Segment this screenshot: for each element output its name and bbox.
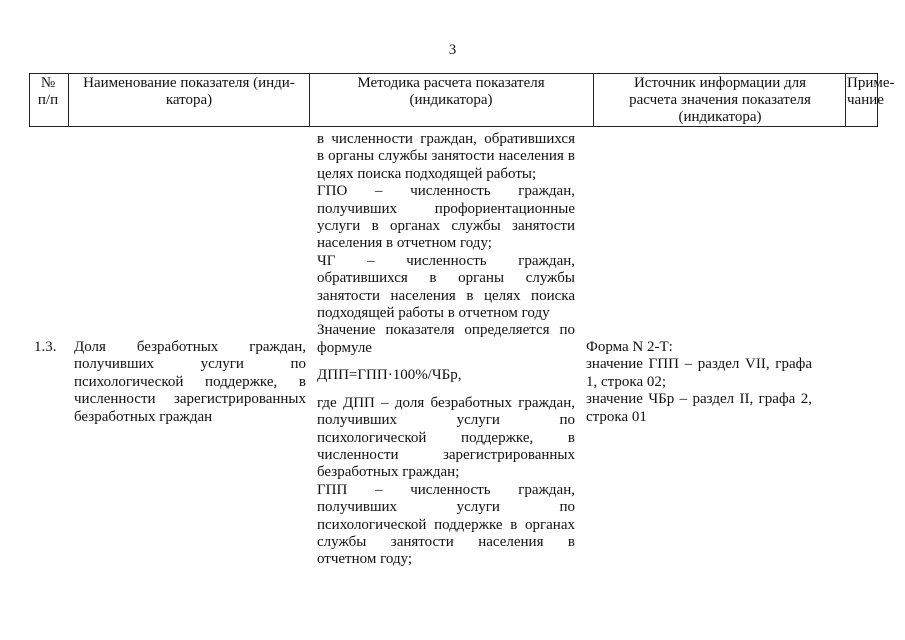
- continuation-text: в численности граждан, обратившихся в органы службы занятости населения в целях поиска подходящей работы;: [317, 131, 575, 182]
- header-top-rule: [29, 73, 878, 74]
- source-gpp: значение ГПП – раздел VII, графа 1, строка 02;: [586, 356, 812, 390]
- header-divider-1: [68, 73, 69, 127]
- page-number: 3: [448, 42, 457, 58]
- header-indicator-name: Наименование показателя (инди- катора): [83, 75, 295, 108]
- method-intro: Значение показателя определяется по формуле: [317, 322, 575, 356]
- definition-gpp: ГПП – численность граждан, получивших услуги по психологической поддержке в органах службы занятости населения в отчетном году;: [317, 481, 575, 568]
- source-chbr: значение ЧБр – раздел II, графа 2, строка 01: [586, 391, 812, 425]
- header-divider-4: [845, 73, 846, 127]
- header-number: № п/п: [37, 75, 59, 108]
- method-column: [317, 131, 575, 569]
- source-column: [586, 339, 812, 426]
- formula: ДПП=ГПП·100%/ЧБр,: [317, 367, 462, 384]
- source-form: Форма N 2-Т:: [586, 339, 673, 355]
- header-divider-3: [593, 73, 594, 127]
- definition-gpo: ГПО – численность граждан, получивших профориентационные услуги в органах службы занятости населения в отчетном году;: [317, 183, 575, 252]
- header-information-source: Источник информации для расчета значения показателя (индикатора): [629, 75, 811, 125]
- row-number: 1.3.: [34, 339, 57, 355]
- header-calculation-method: Методика расчета показателя (индикатора): [357, 75, 545, 108]
- indicator-name: Доля безработных граждан, получивших услуги по психологической поддержке, в численности зарегистрированных безработных граждан: [74, 339, 306, 425]
- table-header: [29, 73, 895, 129]
- definition-dpp: где ДПП – доля безработных граждан, получивших услуги по психологической поддержке, в численности зарегистрированных безработных граждан;: [317, 394, 575, 481]
- header-bottom-rule: [29, 126, 878, 127]
- definition-chg: ЧГ – численность граждан, обратившихся в органы службы занятости населения в целях поиска подходящей работы в отчетном году: [317, 252, 575, 322]
- header-note: Приме- чание: [847, 75, 895, 108]
- header-divider-2: [309, 73, 310, 127]
